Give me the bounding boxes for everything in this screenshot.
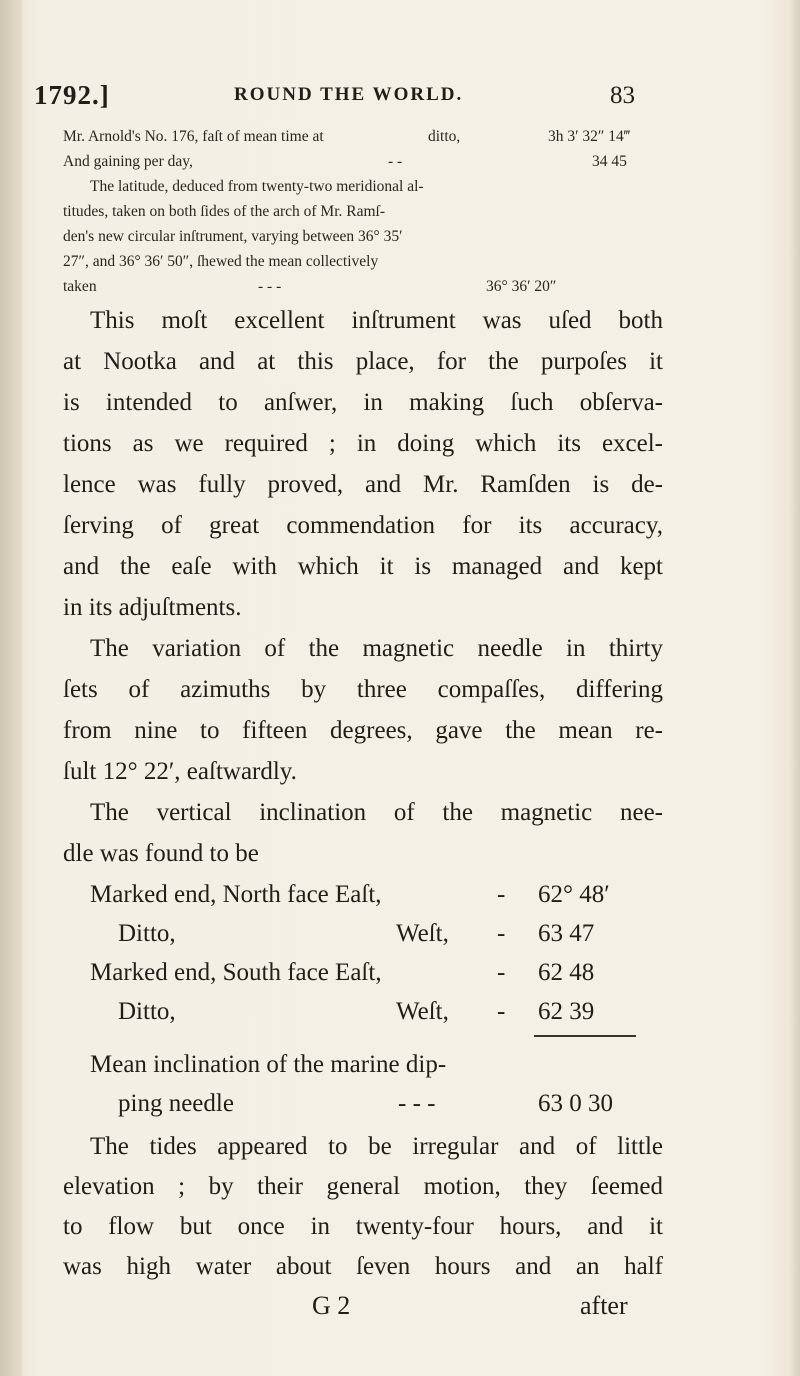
page-edge	[788, 0, 800, 1376]
table-row-dash: -	[497, 959, 506, 986]
catchword: after	[580, 1291, 628, 1320]
gaining-label: And gaining per day,	[63, 153, 193, 170]
table-row-value: 62 39	[538, 998, 595, 1025]
body-line: elevation ; by their general motion, they ſeemed	[63, 1173, 663, 1200]
body-line: The tides appeared to be irregular and of little	[90, 1133, 663, 1160]
body-line: The variation of the magnetic needle in thirty	[90, 635, 663, 662]
latitude-line-1: The latitude, deduced from twenty-two meridional al-	[90, 178, 424, 195]
body-line: tions as we required ; in doing which its excel-	[63, 430, 663, 457]
body-line: is intended to anſwer, in making ſuch obſerva-	[63, 389, 663, 416]
mean-label-line-1: Mean inclination of the marine dip-	[90, 1051, 447, 1078]
table-row-label: Ditto,	[118, 920, 176, 947]
table-row-value: 63 47	[538, 920, 595, 947]
body-line: ſerving of great commendation for its accuracy,	[63, 512, 663, 539]
latitude-line-2: titudes, taken on both ſides of the arch of Mr. Ramſ-	[63, 203, 385, 220]
header-year: 1792.]	[34, 80, 110, 110]
chronometer-label: Mr. Arnold's No. 176, faſt of mean time at	[63, 128, 324, 145]
body-line: This moſt excellent inſtrument was uſed both	[90, 307, 663, 334]
table-row-label: Ditto,	[118, 998, 176, 1025]
latitude-line-4: 27″, and 36° 36′ 50″, ſhewed the mean collectively	[63, 253, 379, 270]
table-row-label-direction: Weſt,	[396, 998, 449, 1025]
body-line: was high water about ſeven hours and an half	[63, 1253, 663, 1280]
latitude-value: 36° 36′ 20″	[486, 278, 557, 295]
body-line: at Nootka and at this place, for the purpoſes it	[63, 348, 663, 375]
table-row-dash: -	[497, 998, 506, 1025]
mean-label-line-2: ping needle	[118, 1090, 234, 1117]
body-line: to flow but once in twenty-four hours, and it	[63, 1213, 663, 1240]
signature-mark: G 2	[312, 1291, 351, 1320]
body-line: lence was fully proved, and Mr. Ramſden is de-	[63, 471, 663, 498]
mean-value: 63 0 30	[538, 1090, 613, 1117]
sum-rule	[534, 1035, 636, 1037]
gaining-value: 34 45	[592, 153, 627, 170]
latitude-dashes: - - -	[258, 278, 282, 295]
body-line: and the eaſe with which it is managed and kept	[63, 553, 663, 580]
body-line: ſult 12° 22′, eaſtwardly.	[63, 758, 297, 785]
chronometer-value: 3h 3′ 32″ 14‴	[548, 128, 631, 145]
body-line: dle was found to be	[63, 840, 259, 867]
table-row-value: 62° 48′	[538, 881, 610, 908]
gaining-dashes: - -	[388, 153, 403, 170]
body-line: ſets of azimuths by three compaſſes, differing	[63, 676, 663, 703]
table-row-dash: -	[497, 920, 506, 947]
body-line: The vertical inclination of the magnetic nee-	[90, 799, 663, 826]
mean-dashes: - - -	[398, 1090, 436, 1117]
table-row-dash: -	[497, 881, 506, 908]
chronometer-ditto: ditto,	[428, 128, 461, 145]
table-row-label: Marked end, North face Eaſt,	[90, 881, 382, 908]
body-line: in its adjuſtments.	[63, 594, 242, 621]
header-title: ROUND THE WORLD.	[234, 84, 464, 105]
table-row-value: 62 48	[538, 959, 595, 986]
table-row-label: Marked end, South face Eaſt,	[90, 959, 382, 986]
page-number: 83	[610, 82, 635, 109]
page-gutter-shadow	[0, 0, 22, 1376]
body-line: from nine to fifteen degrees, gave the mean re-	[63, 717, 663, 744]
latitude-line-3: den's new circular inſtrument, varying between 36° 35′	[63, 228, 403, 245]
running-head	[34, 80, 654, 116]
latitude-taken-label: taken	[63, 278, 97, 295]
table-row-label-direction: Weſt,	[396, 920, 449, 947]
